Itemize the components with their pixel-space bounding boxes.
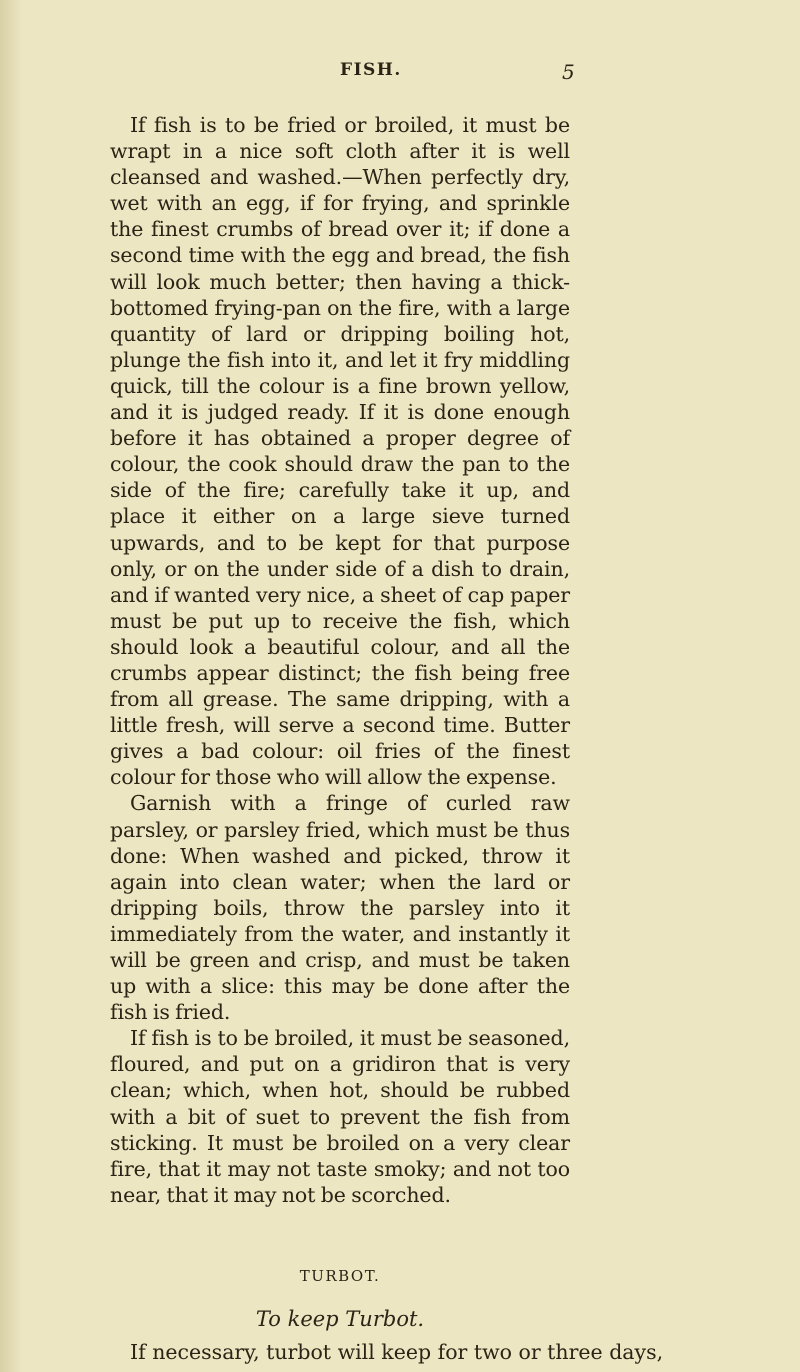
- paragraph-broiling: If fish is to be broiled, it must be seasoned, floured, and put on a gridiron that is very clean; which, when hot, should be rubbed with a bit of suet to prevent the fish from sticking. It must be broiled on a very clear fire, that it may not taste smoky; and not too near, that it may not be scorched.: [110, 1026, 570, 1207]
- paragraph-garnish: Garnish with a fringe of curled raw parsley, or parsley fried, which must be thus done: When washed and picked, throw it again into clean water; when the lard or dripping boils, throw the parsley into it immediately from the water, and instantly it will be green and crisp, and must be taken up with a slice: this may be done after the fish is fried.: [110, 791, 570, 1025]
- body-text: [110, 112, 570, 1208]
- continuation-text: If necessary, turbot will keep for two or three days,: [130, 1340, 664, 1364]
- paragraph-frying: If fish is to be fried or broiled, it must be wrapt in a nice soft cloth after it is well cleansed and washed.—When perfectly dry, wet with an egg, if for frying, and sprinkle the finest crumbs of bread over it; if done a second time with the egg and bread, the fish will look much better; then having a thick-bottomed frying-pan on the fire, with a large quantity of lard or dripping boiling hot, plunge the fish into it, and let it fry middling quick, till the colour is a fine brown yellow, and it is judged ready. If it is done enough before it has obtained a proper degree of colour, the cook should draw the pan to the side of the fire; carefully take it up, and place it either on a large sieve turned upwards, and to be kept for that purpose only, or on the under side of a dish to drain, and if wanted very nice, a sheet of cap paper must be put up to receive the fish, which should look a beautiful colour, and all the crumbs appear distinct; the fish being free from all grease. The same dripping, with a little fresh, will serve a second time. Butter gives a bad colour: oil fries of the finest colour for those who will allow the expense.: [110, 113, 570, 790]
- recipe-title: To keep Turbot.: [255, 1307, 425, 1331]
- page-edge-shading: [0, 0, 22, 1372]
- page-number: 5: [562, 60, 575, 84]
- page-header: [110, 60, 575, 88]
- running-head: FISH.: [340, 60, 402, 80]
- section-heading: TURBOT.: [299, 1267, 381, 1285]
